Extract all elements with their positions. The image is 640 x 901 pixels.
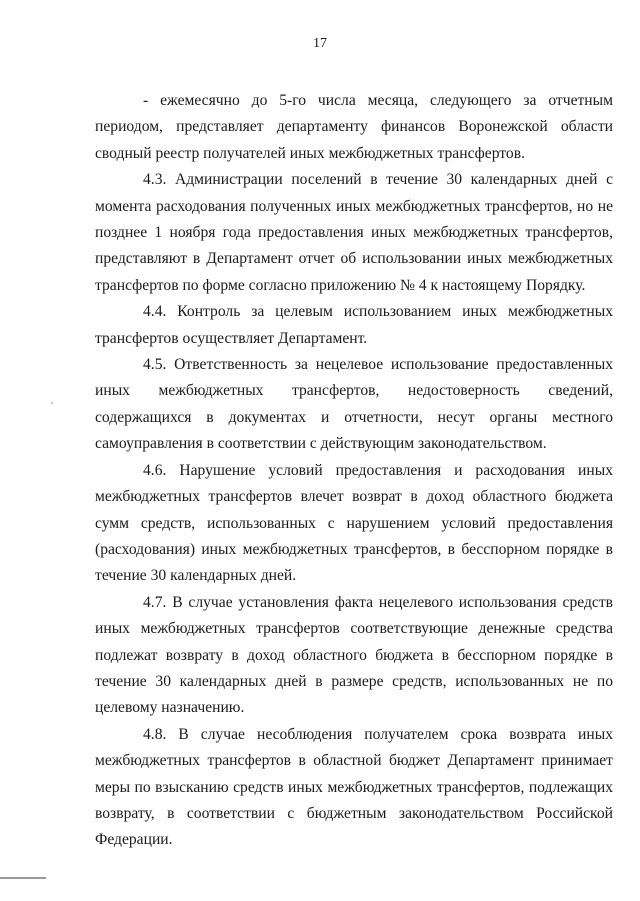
page-number: 17 xyxy=(313,36,327,51)
paragraph-4-6: 4.6. Нарушение условий предоставления и расходования иных межбюджетных трансфертов влечет возврат в доход областного бюджета сумм средств, использованных с нарушением условий предоставления (расходования) иных межбюджетных трансфертов, в бесспорном порядке в течение 30 календарных дней. xyxy=(95,461,613,585)
paragraph-4-8: 4.8. В случае несоблюдения получателем срока возврата иных межбюджетных трансфертов в областной бюджет Департамент принимает меры по взысканию средств иных межбюджетных трансфертов, подлежащих возврату, в соответствии с бюджетным законодательством Российской Федерации. xyxy=(95,725,613,849)
scan-speck xyxy=(51,402,53,404)
paragraph-4-5: 4.5. Ответственность за нецелевое использование предоставленных иных межбюджетных трансфертов, недостоверность сведений, содержащихся в документах и отчетности, несут органы местного самоуправления в соответствии с действующим законодательством. xyxy=(95,356,613,453)
scan-edge-mark xyxy=(0,877,46,879)
paragraph-4-7: 4.7. В случае установления факта нецелевого использования средств иных межбюджетных трансфертов соответствующие денежные средства подлежат возврату в доход областного бюджета в бесспорном порядке в течение 30 календарных дней в размере средств, использованных не по целевому назначению. xyxy=(95,593,613,717)
paragraph-4-4: 4.4. Контроль за целевым использованием иных межбюджетных трансфертов осуществляет Департамент. xyxy=(95,303,613,347)
paragraph-monthly-report: - ежемесячно до 5-го числа месяца, следующего за отчетным периодом, представляет департаменту финансов Воронежской области сводный реестр получателей иных межбюджетных трансфертов. xyxy=(95,92,613,162)
document-body xyxy=(95,88,613,854)
paragraph-4-3: 4.3. Администрации поселений в течение 30 календарных дней с момента расходования полученных иных межбюджетных трансфертов, но не позднее 1 ноября года предоставления иных межбюджетных трансфертов, представляют в Департамент отчет об использовании иных межбюджетных трансфертов по форме согласно приложению № 4 к настоящему Порядку. xyxy=(95,171,613,294)
